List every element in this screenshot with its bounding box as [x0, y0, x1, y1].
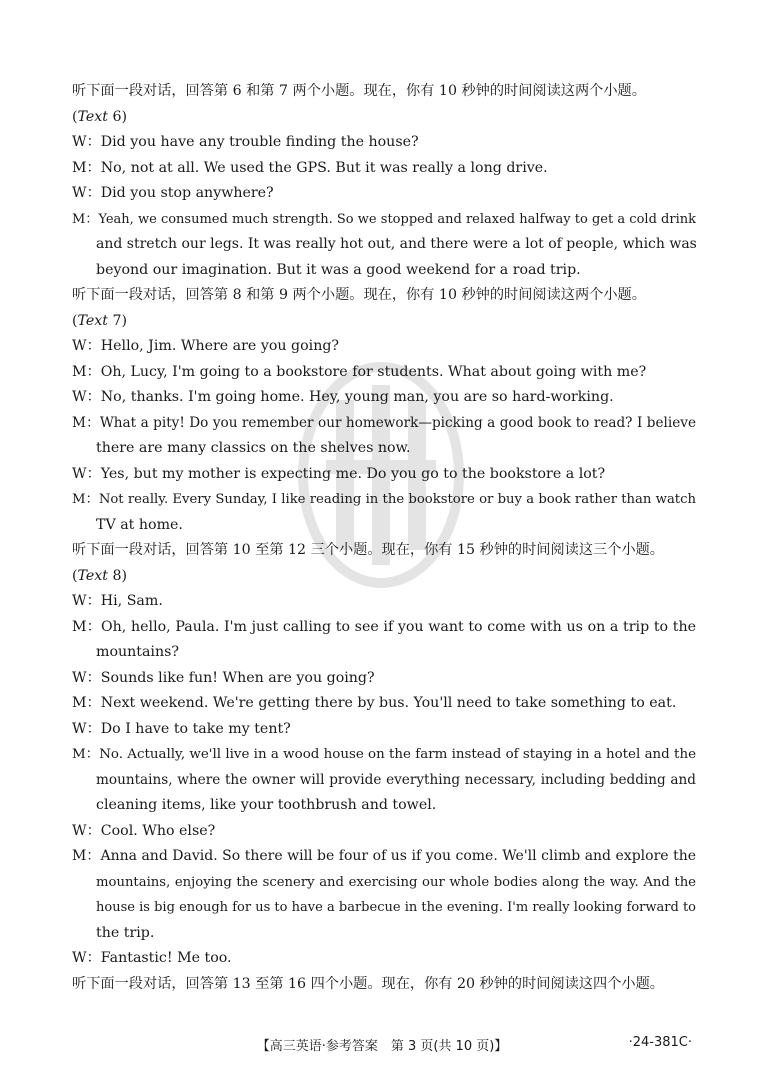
- section-instruction: 听下面一段对话，回答第 8 和第 9 两个小题。现在，你有 10 秒钟的时间阅读这两个小题。: [72, 287, 646, 303]
- text-label-italic: Text: [77, 567, 109, 584]
- dialogue-line: M：Yeah, we consumed much strength. So we stopped and relaxed halfway to get a cold drink: [72, 211, 697, 227]
- dialogue-line: M：Anna and David. So there will be four of us if you come. We'll climb and explore the: [72, 848, 696, 864]
- dialogue-line: W：Did you have any trouble finding the house?: [72, 134, 419, 150]
- dialogue-continuation: the trip.: [96, 924, 155, 941]
- text-label: (Text 7): [72, 312, 128, 329]
- dialogue-continuation: mountains, where the owner will provide everything necessary, including bedding and: [96, 771, 696, 788]
- dialogue-line: W：No, thanks. I'm going home. Hey, young man, you are so hard-working.: [72, 389, 614, 405]
- dialogue-line: M：Not really. Every Sunday, I like reading in the bookstore or buy a book rather than watch: [72, 492, 696, 507]
- dialogue-line: M：No, not at all. We used the GPS. But it was really a long drive.: [72, 159, 548, 176]
- dialogue-continuation: and stretch our legs. It was really hot out, and there were a lot of people, which was: [96, 236, 697, 252]
- dialogue-line: M：Oh, Lucy, I'm going to a bookstore for students. What about going with me?: [72, 363, 647, 380]
- dialogue-line: W：Yes, but my mother is expecting me. Do you go to the bookstore a lot?: [72, 465, 606, 482]
- dialogue-line: M：Oh, hello, Paula. I'm just calling to see if you want to come with us on a trip to the: [72, 618, 696, 635]
- dialogue-continuation: there are many classics on the shelves now.: [96, 440, 411, 456]
- dialogue-line: W：Fantastic! Me too.: [72, 950, 232, 966]
- footer-doc-code: ·24-381C·: [628, 1035, 692, 1050]
- dialogue-continuation: cleaning items, like your toothbrush and towel.: [96, 797, 437, 813]
- dialogue-continuation: mountains?: [96, 644, 179, 660]
- dialogue-line: M：What a pity! Do you remember our homework—picking a good book to read? I believe: [72, 414, 696, 431]
- section-instruction: 听下面一段对话，回答第 6 和第 7 两个小题。现在，你有 10 秒钟的时间阅读这两个小题。: [72, 83, 646, 99]
- page-footer: [0, 1035, 764, 1055]
- section-instruction: 听下面一段对话，回答第 13 至第 16 四个小题。现在，你有 20 秒钟的时间阅读这四个小题。: [72, 975, 664, 992]
- text-label: (Text 8): [72, 567, 128, 584]
- dialogue-continuation: mountains, enjoying the scenery and exercising our whole bodies along the way. And the: [96, 874, 696, 890]
- dialogue-line: W：Hi, Sam.: [72, 593, 163, 609]
- footer-page-info: 【高三英语·参考答案 第 3 页(共 10 页)】: [256, 1039, 508, 1054]
- dialogue-line: M：Next weekend. We're getting there by bus. You'll need to take something to eat.: [72, 695, 677, 711]
- dialogue-line: M：No. Actually, we'll live in a wood house on the farm instead of staying in a hotel and the: [72, 747, 696, 762]
- text-label: (Text 6): [72, 108, 128, 125]
- dialogue-line: W：Sounds like fun! When are you going?: [72, 669, 375, 686]
- text-label-italic: Text: [77, 312, 109, 329]
- dialogue-line: W：Did you stop anywhere?: [72, 185, 274, 201]
- dialogue-continuation: beyond our imagination. But it was a good weekend for a road trip.: [96, 261, 581, 278]
- section-instruction: 听下面一段对话，回答第 10 至第 12 三个小题。现在，你有 15 秒钟的时间阅读这三个小题。: [72, 542, 664, 558]
- dialogue-line: W：Cool. Who else?: [72, 822, 216, 839]
- dialogue-continuation: house is big enough for us to have a barbecue in the evening. I'm really looking forward to: [96, 900, 696, 915]
- text-label-italic: Text: [77, 108, 109, 125]
- dialogue-line: W：Do I have to take my tent?: [72, 720, 291, 737]
- document-body: [72, 79, 696, 997]
- dialogue-line: W：Hello, Jim. Where are you going?: [72, 338, 340, 354]
- dialogue-continuation: TV at home.: [96, 516, 183, 533]
